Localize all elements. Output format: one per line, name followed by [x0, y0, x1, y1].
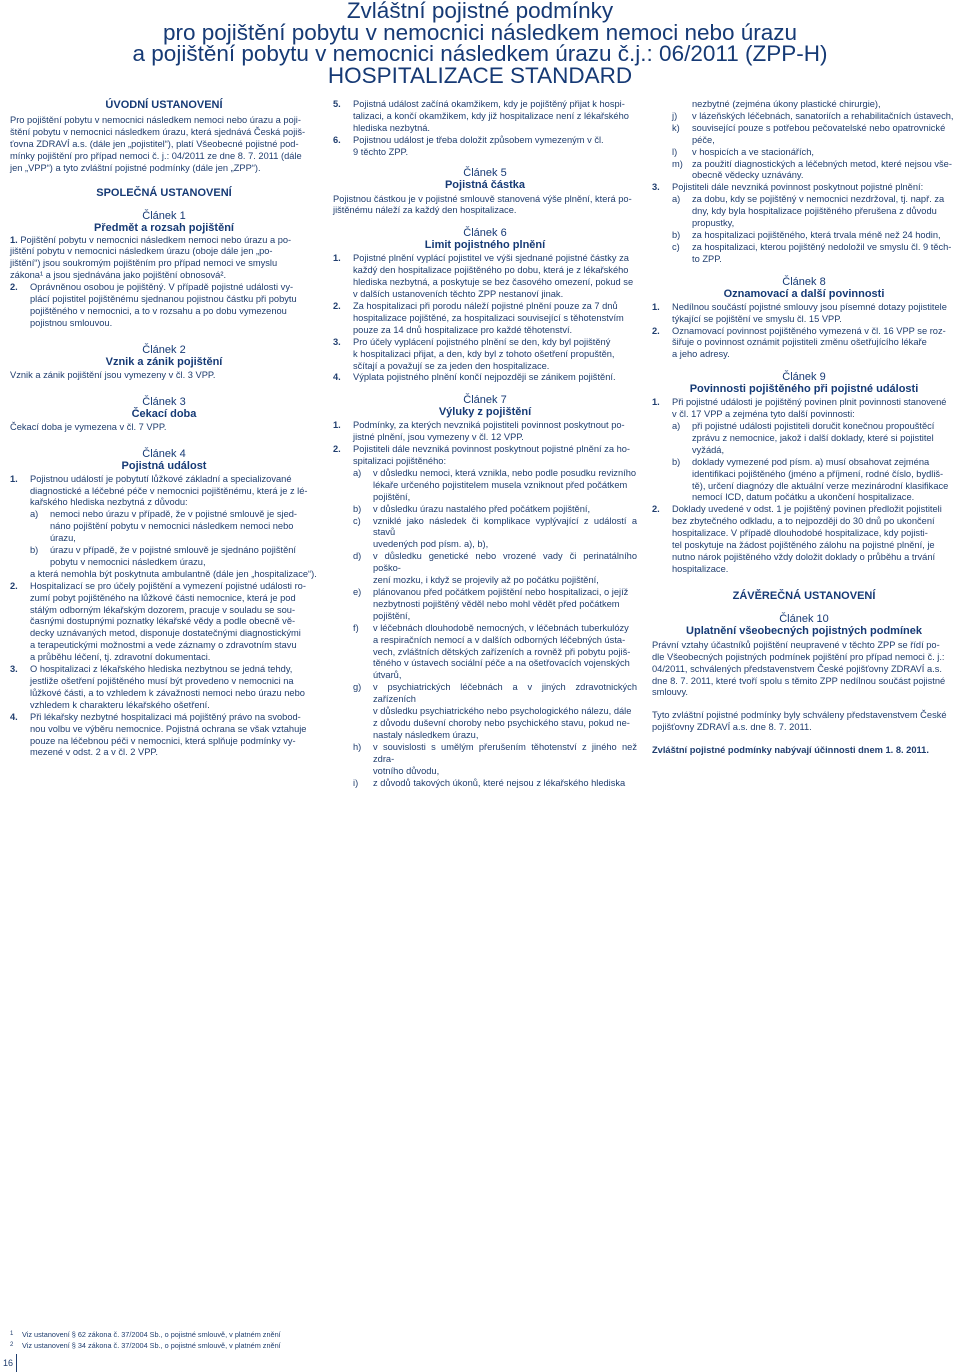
text-line: kařského hlediska nezbytná z důvodu:	[30, 497, 188, 508]
text-line: jistné plnění, jsou vymezeny v čl. 12 VPP.	[353, 432, 524, 443]
text-line: stálým odborným lékařským dozorem, pracuje v souladu se sou-	[30, 604, 296, 615]
text-line: dle Všeobecných pojistných podmínek pojištění pro případ nemoci č. j.:	[652, 651, 945, 662]
footnote-text: Viz ustanovení § 62 zákona č. 37/2004 Sb., o pojistné smlouvě, v platném znění	[22, 1330, 281, 1339]
text-line: týkající se pojištění ve smyslu čl. 15 VPP.	[672, 313, 842, 324]
text-line: votního důvodu,	[373, 765, 440, 776]
text-line: jištění“) jsou soukromým pojištěním pro případ nemoci ve smyslu	[10, 258, 278, 269]
text-line: těného v ústavech sociální péče a na ošetřovacích vojenských	[373, 658, 630, 669]
article-7-item-k	[652, 123, 956, 147]
item-letter: b)	[672, 456, 681, 467]
text-line: hlediska nezbytná, a poskytuje se bez časového omezení, pokud se	[353, 277, 634, 288]
text-line: pojištění,	[373, 491, 411, 502]
article-3-text: Čekací doba je vymezena v čl. 7 VPP.	[10, 421, 167, 432]
text-line: mezené v odst. 2 a v čl. 2 VPP.	[30, 747, 158, 758]
article-4-para-4	[10, 712, 318, 760]
article-7-item-c	[333, 516, 637, 552]
article-title: Článek 7	[463, 394, 507, 407]
text-line: tel poskytuje na žádost pojištěného zálohu na pojistné plnění, je	[672, 540, 935, 551]
para-number: 2.	[652, 504, 660, 515]
article-name: Povinnosti pojištěného při pojistné události	[689, 383, 919, 396]
para-number: 1.	[652, 301, 660, 312]
article-6-para-3	[333, 337, 637, 373]
item-letter: f)	[353, 622, 359, 633]
item-letter: b)	[353, 503, 362, 514]
text-line: tě), určení diagnózy dle aktuální verze mezinárodní klasifikace	[692, 480, 949, 491]
text-line: nezbytnosti pojištěný věděl nebo mohl vědět před počátkem	[373, 598, 620, 609]
text-line: spitalizaci pojištěného:	[353, 456, 447, 467]
article-9-para-1	[652, 397, 956, 421]
article-name: Oznamovací a další povinnosti	[723, 287, 885, 300]
article-7-para-2	[333, 444, 637, 468]
item-letter: k)	[672, 122, 680, 133]
article-7-item-i	[333, 778, 637, 790]
para-number: 5.	[333, 99, 341, 109]
item-letter: i)	[353, 777, 359, 788]
text-line: útvarů,	[373, 670, 402, 681]
article-7-para-3-a	[652, 194, 956, 230]
para-number: 2.	[10, 282, 18, 293]
para-number: 2.	[333, 444, 341, 455]
article-8-para-1	[652, 302, 956, 326]
text-line: za použití diagnostických a léčebných metod, které nejsou vše-	[692, 158, 952, 169]
article-name: Předmět a rozsah pojištění	[94, 221, 234, 234]
para-number: 2.	[652, 325, 660, 336]
text-line: uvedených pod písm. a), b),	[373, 539, 489, 550]
article-name: Čekací doba	[131, 407, 197, 420]
article-7-item-d	[333, 551, 637, 587]
text-line: hospitalizace pojištěné, za hospitalizaci související s těhotenstvím	[353, 312, 624, 323]
text-line: zení mozku, i když se projevily až po počátku pojištění,	[373, 575, 599, 586]
text-line: Při lékařsky nezbytné hospitalizaci má pojištěný právo na svobod-	[30, 711, 301, 722]
text-line: vech, zvláštních dětských zařízeních a rovněž při pobytu pojiš-	[373, 646, 631, 657]
para-number: 1.	[10, 473, 18, 484]
text-line: pouze za 14 dnů hospitalizace pro každé těhotenství.	[353, 324, 573, 335]
text-line: obecně vědecky uznávány.	[692, 170, 804, 181]
text-line: z důvodů takových úkonů, které nejsou z lékařského hlediska	[373, 777, 626, 788]
article-name: Limit pojistného plnění	[424, 239, 546, 252]
article-4-para-1-a	[10, 509, 318, 545]
column-1	[10, 99, 318, 759]
intro-heading: ÚVODNÍ USTANOVENÍ	[105, 99, 223, 111]
article-6-para-2	[333, 301, 637, 337]
article-9-item-b	[652, 457, 956, 505]
text-line: v důsledku psychiatrického nebo psychologického nálezu, dále	[373, 706, 632, 717]
item-letter: g)	[353, 682, 362, 693]
article-4-para-5	[333, 99, 637, 135]
text-line: Právní vztahy účastníků pojištění neupravené v těchto ZPP se řídí po-	[652, 639, 940, 650]
text-line: každý den hospitalizace pojištěného po dobu, která je z lékařského	[353, 265, 629, 276]
article-7-para-3-c	[652, 242, 956, 266]
text-line: Pojistná událost začíná okamžikem, kdy je pojištěný přijat k hospi-	[353, 99, 625, 109]
article-2-text: Vznik a zánik pojištění jsou vymezeny v čl. 3 VPP.	[10, 369, 216, 380]
article-6-para-4	[333, 372, 637, 384]
text-line: a jeho adresy.	[672, 349, 730, 360]
text-line: Pojistnou událost je třeba doložit způsobem vymezeným v čl.	[353, 134, 604, 145]
article-6-heading	[333, 227, 637, 251]
item-letter: j)	[672, 110, 678, 121]
article-4-para-2	[10, 581, 318, 664]
text-line: v hospicích a ve stacionářích,	[692, 146, 814, 157]
text-line: zprávu z nemocnice, jakož i další doklady, které si pojistitel	[692, 432, 934, 443]
text-line: úrazu,	[50, 533, 76, 544]
item-letter: a)	[30, 509, 39, 520]
para-number: 1.	[10, 234, 18, 245]
article-7-item-g	[333, 682, 637, 742]
text-line: z důvodu duševní choroby nebo psychického stavu, pokud ne-	[373, 717, 630, 728]
approval-text	[652, 710, 956, 734]
article-2-heading	[10, 344, 318, 368]
text-line: hospitalizace. V případě dlouhodobé hospitalizace, kdy pojisti-	[672, 528, 928, 539]
text-line: v čl. 17 VPP a zejména tyto další povinnosti:	[672, 409, 855, 420]
text-line: Pojistiteli dále nevzniká povinnost poskytnout pojistné plnění za ho-	[353, 444, 631, 455]
article-4-para-1-tail: a která nemohla být poskytnuta ambulantně (dále jen „hospitalizace“).	[30, 568, 317, 579]
footnote-mark: 2	[10, 1342, 14, 1348]
text-line: vzniklé jako následek či komplikace vyplývající z událostí a stavů	[373, 515, 637, 538]
article-4-para-3	[10, 664, 318, 712]
article-7-heading	[333, 394, 637, 418]
text-line: ťovna ZDRAVÍ a.s. (dále jen „pojistitel“), platí Všeobecné pojistné pod-	[10, 138, 299, 149]
para-number: 1.	[652, 397, 660, 408]
article-7-item-b	[333, 504, 637, 516]
text-line: 9 těchto ZPP.	[353, 146, 409, 157]
text-line: a terapeutickými možnostmi a vede záznamy o zdravotním stavu	[30, 640, 297, 651]
article-9-para-2	[652, 504, 956, 575]
para-number: 2.	[10, 580, 18, 591]
para-number: 1.	[333, 420, 341, 431]
text-line: hospitalizace.	[672, 563, 729, 574]
footnote-1	[10, 1330, 510, 1339]
article-7-item-l	[652, 147, 956, 159]
text-line: lékaře určeného pojistitelem musela vzniknout před počátkem	[373, 479, 628, 490]
text-line: nezbytné (zejména úkony plastické chirurgie),	[692, 99, 881, 109]
text-line: decky uznávaných metod, disponuje dostatečnými diagnostickými	[30, 628, 301, 639]
article-4-para-6	[333, 135, 637, 159]
text-line: Pro pojištění pobytu v nemocnici následkem nemoci nebo úrazu a poji-	[10, 115, 301, 125]
article-10-heading	[652, 613, 956, 637]
text-line: Podmínky, za kterých nevzniká pojistiteli povinnost poskytnout po-	[353, 420, 625, 431]
text-line: šiřuje o povinnost oznámit pojistiteli změnu ošetřujícího lékaře	[672, 337, 927, 348]
text-line: pouze na léčebnou péči v nemocnici, která splňuje podmínky vy-	[30, 735, 296, 746]
text-line: v psychiatrických léčebnách a v jiných zdravotnických zařízeních	[373, 682, 637, 705]
text-line: plácí pojistitel pojištěnému sjednanou pojistnou částku při pobytu	[30, 294, 297, 305]
column-2	[333, 99, 637, 789]
para-number: 2.	[333, 300, 341, 311]
text-line: nemocí ICD, datum počátku a ukončení hospitalizace.	[692, 492, 915, 503]
para-number: 4.	[10, 711, 18, 722]
article-9-item-a	[652, 421, 956, 457]
text-line: pojištěného v nemocnici, a to v rozsahu a po dobu vymezenou	[30, 305, 287, 316]
text-line: dne 8. 7. 2011, které tvoří spolu s těmito ZPP nedílnou součást pojistné	[652, 675, 946, 686]
title-line-2: pro pojištění pobytu v nemocnici následkem nemoci nebo úrazu	[162, 19, 798, 45]
common-heading: SPOLEČNÁ USTANOVENÍ	[96, 186, 232, 199]
footnote-2	[10, 1341, 510, 1350]
text-line: vzhledem k charakteru lékařského ošetření.	[30, 699, 210, 710]
text-line: Za hospitalizaci při porodu náleží pojistné plnění pouze za 7 dnů	[353, 300, 618, 311]
text-line: Při pojistné události je pojištěný povinen plnit povinnosti stanovené	[672, 397, 947, 408]
text-line: nastaly následkem úrazu,	[373, 729, 479, 740]
item-letter: a)	[672, 194, 681, 205]
text-line: doklady vymezené pod písm. a) musí obsahovat zejména	[692, 456, 930, 467]
text-line: talizaci, a končí okamžikem, kdy již hospitalizace není z lékařského	[353, 110, 629, 121]
text-line: Pojistné plnění vyplácí pojistitel ve výši sjednané pojistné částky za	[353, 253, 629, 264]
text-line: v důsledku genetické nebo vrozené vady či perinatálního poško-	[373, 551, 637, 574]
document-title	[0, 0, 960, 86]
article-title: Článek 1	[142, 209, 186, 222]
article-7-item-f	[333, 623, 637, 683]
text-line: jištěnému náleží za každý den hospitalizace.	[333, 205, 517, 216]
text-line: pojišťovny ZDRAVÍ a.s. dne 8. 7. 2011.	[652, 722, 812, 733]
text-line: Oznamovací povinnost pojištěného vymezená v čl. 16 VPP se roz-	[672, 325, 946, 336]
text-line: za dobu, kdy se pojištěný v nemocnici nezdržoval, tj. např. za	[692, 194, 945, 205]
text-line: za hospitalizaci, kterou pojištěný nedoložil ve smyslu čl. 9 těch-	[692, 241, 952, 252]
text-line: vyžádá,	[692, 444, 725, 455]
text-line: pobytu v nemocnici následkem úrazu,	[50, 556, 206, 567]
text-line: hlediska nezbytná.	[353, 122, 431, 133]
text-line: Pojistiteli dále nevzniká povinnost poskytnout pojistné plnění:	[672, 182, 924, 193]
text-line: to ZPP.	[692, 253, 722, 264]
para-number: 1.	[333, 253, 341, 264]
text-line: zumí pobyt pojištěného na lůžkové části nemocnice, která je pod	[30, 592, 296, 603]
final-heading: ZÁVĚREČNÁ USTANOVENÍ	[732, 589, 876, 602]
text-line: pojištění,	[373, 610, 411, 621]
title-line-4: HOSPITALIZACE STANDARD	[327, 62, 633, 88]
article-4-para-1-b	[10, 545, 318, 569]
item-letter: a)	[672, 421, 681, 432]
text-line: identifikaci pojištěného (jméno a příjmení, rodné číslo, bydliš-	[692, 468, 944, 479]
item-letter: b)	[672, 229, 681, 240]
text-line: nutno nárok pojištěného vždy doložit doklady o průběhu a trvání	[672, 552, 936, 562]
text-line: Hospitalizací se pro účely pojištění a vymezení pojistné události ro-	[30, 580, 306, 591]
text-line: úrazu v případě, že v pojistné smlouvě je sjednáno pojištění	[50, 545, 296, 556]
text-line: v dalších ustanoveních těchto ZPP nestanoví jinak.	[353, 289, 564, 300]
para-number: 4.	[333, 372, 341, 383]
item-letter: h)	[353, 741, 362, 752]
text-line: plánovanou před počátkem pojištění nebo hospitalizaci, o jejíž	[373, 587, 629, 597]
article-7-item-i-cont	[652, 99, 956, 111]
text-line: smlouvy.	[652, 687, 688, 698]
article-title: Článek 10	[779, 612, 829, 625]
text-line: dny, kdy byla hospitalizace pojištěného přerušena z důvodu	[692, 206, 937, 217]
article-5-text	[333, 194, 637, 218]
text-line: péče,	[692, 134, 715, 145]
article-1-para-2	[10, 282, 318, 330]
footnote-mark: 1	[10, 1331, 14, 1337]
item-letter: l)	[672, 146, 678, 157]
article-7-item-e	[333, 587, 637, 623]
para-number: 3.	[652, 182, 660, 193]
item-letter: d)	[353, 551, 362, 562]
article-name: Uplatnění všeobecných pojistných podmínek	[686, 624, 922, 637]
article-title: Článek 4	[142, 447, 186, 460]
text-line: za hospitalizaci pojištěného, která trvala méně než 24 hodin,	[692, 229, 941, 240]
text-line: při pojistné události pojistiteli doručit konečnou propouštěcí	[692, 421, 935, 432]
article-8-heading	[652, 276, 956, 300]
text-line: Nedílnou součástí pojistné smlouvy jsou písemné dotazy pojistitele	[672, 301, 947, 312]
text-line: v léčebnách dlouhodobě nemocných, v léčebnách tuberkulózy	[373, 622, 629, 633]
article-5-heading	[333, 167, 637, 191]
article-8-para-2	[652, 326, 956, 362]
article-7-para-1	[333, 420, 637, 444]
text-line: jištění pobytu v nemocnici následkem úrazu (oboje dále jen „po-	[10, 246, 273, 257]
article-7-item-j	[652, 111, 956, 123]
article-6-para-1	[333, 253, 637, 301]
text-line: Výplata pojistného plnění končí nejpozději se zánikem pojištění.	[353, 372, 616, 383]
text-line: Oprávněnou osobou je pojištěný. V případě pojistné události vy-	[30, 282, 294, 293]
text-line: v důsledku nemoci, která vznikla, nebo podle posudku revizního	[373, 467, 637, 478]
item-letter: c)	[672, 241, 680, 252]
article-7-para-3	[652, 182, 956, 194]
page-number: 16	[0, 1354, 17, 1372]
text-line: lůžkové části, a to vzhledem k závažnosti nemoci nebo úrazu nebo	[30, 687, 305, 698]
article-10-text	[652, 640, 956, 700]
item-letter: b)	[30, 545, 39, 556]
article-name: Pojistná událost	[121, 459, 207, 472]
article-3-heading	[10, 396, 318, 420]
title-line-3: a pojištění pobytu v nemocnici následkem úrazu č.j.: 06/2011 (ZPP-H)	[132, 41, 828, 66]
article-4-heading	[10, 448, 318, 472]
article-title: Článek 8	[782, 275, 826, 288]
text-line: jen „VPP“) a tyto zvláštní pojistné podmínky (dále jen „ZPP“).	[10, 162, 261, 173]
title-line-1: Zvláštní pojistné podmínky	[346, 0, 614, 23]
article-name: Vznik a zánik pojištění	[105, 355, 223, 368]
text-line: diagnostické a léčebné péče v nemocnici pojištěnému, která je z lé-	[30, 485, 308, 496]
article-7-para-3-b	[652, 230, 956, 242]
footnote-text: Viz ustanovení § 34 zákona č. 37/2004 Sb., o pojistné smlouvě, v platném znění	[22, 1341, 281, 1350]
text-line: mínky pojištění pro případ nemoci č. j.: 04/2011 ze dne 8. 7. 2011 (dále	[10, 150, 302, 161]
item-letter: c)	[353, 515, 361, 526]
text-line: v souvislosti s umělým přerušením těhotenství z jiného než zdra-	[373, 741, 637, 764]
article-7-item-a	[333, 468, 637, 504]
article-title: Článek 5	[463, 166, 507, 179]
para-number: 3.	[10, 664, 18, 675]
text-line: bez zbytečného odkladu, a to nejpozději do 30 dnů po ukončení	[672, 516, 935, 527]
para-number: 3.	[333, 336, 341, 347]
text-line: 04/2011, schválených představenstvem České pojišťovny ZDRAVÍ a.s.	[652, 663, 942, 674]
article-1-heading	[10, 210, 318, 234]
item-letter: e)	[353, 587, 362, 597]
intro-paragraph	[10, 115, 318, 175]
text-line: a průběhu léčení, tj. zdravotní dokumentaci.	[30, 652, 211, 663]
text-line: Pojištění pobytu v nemocnici následkem nemoci nebo úrazu a po-	[20, 234, 292, 245]
article-name: Pojistná částka	[444, 178, 526, 191]
article-title: Článek 6	[463, 227, 507, 240]
text-line: propustky,	[692, 218, 735, 229]
article-name: Výluky z pojištění	[438, 406, 532, 419]
text-line: nou volbu ve výběru nemocnice. Pojistná ochrana se však vztahuje	[30, 723, 307, 734]
item-letter: a)	[353, 467, 362, 478]
article-7-item-m	[652, 159, 956, 183]
article-1-para-1	[10, 235, 318, 283]
text-line: v lázeňských léčebnách, sanatoriích a rehabilitačních ústavech,	[692, 110, 954, 121]
text-line: jestliže ošetření pojištěného musí být provedeno v nemocnici na	[30, 676, 294, 686]
text-line: Doklady uvedené v odst. 1 je pojištěný povinen předložit pojistiteli	[672, 504, 942, 515]
article-7-item-h	[333, 742, 637, 778]
column-3	[652, 99, 956, 757]
text-line: a respiračních nemocí a v dalších odborných léčebných ústa-	[373, 634, 626, 645]
text-line: časnými dostupnými poznatky lékařské vědy a podle obecně vě-	[30, 616, 296, 627]
article-9-heading	[652, 371, 956, 395]
text-line: zákona¹ a jsou sjednávána jako pojištění obnosová².	[10, 270, 227, 281]
article-title: Článek 2	[142, 343, 186, 356]
item-letter: m)	[672, 158, 683, 169]
text-line: Pro účely vyplácení pojistného plnění se den, kdy byl pojištěný	[353, 336, 611, 347]
text-line: štění pobytu v nemocnici následkem úrazu, která sjednává Česká pojiš-	[10, 126, 306, 137]
text-line: související pouze s potřebou pečovatelské nebo opatrovnické	[692, 122, 946, 133]
article-title: Článek 9	[782, 371, 826, 384]
text-line: nemoci nebo úrazu v případě, že v pojistné smlouvě je sjed-	[50, 509, 298, 520]
text-line: O hospitalizaci z lékařského hlediska nezbytnou se jedná tehdy,	[30, 664, 293, 675]
para-number: 6.	[333, 134, 341, 145]
article-4-para-1	[10, 474, 318, 510]
text-line: k hospitalizaci přijat, a den, kdy byl z tohoto ošetření propuštěn,	[353, 348, 615, 359]
text-line: sčítají a považují se za jeden den hospitalizace.	[353, 360, 550, 371]
article-title: Článek 3	[142, 395, 186, 408]
text-line: Pojistnou částkou je v pojistné smlouvě stanovená výše plnění, která po-	[333, 193, 632, 204]
text-line: Pojistnou událostí je pobytutí lůžkové základní a specializované	[30, 473, 292, 484]
effective-date: Zvláštní pojistné podmínky nabývají účinnosti dnem 1. 8. 2011.	[652, 745, 929, 756]
text-line: Tyto zvláštní pojistné podmínky byly schváleny představenstvem České	[652, 710, 947, 721]
text-line: v důsledku úrazu nastalého před počátkem pojištění,	[373, 503, 591, 514]
text-line: pojistnou smlouvou.	[30, 317, 113, 328]
text-line: náno pojištění pobytu v nemocnici následkem nemoci nebo	[50, 521, 294, 532]
